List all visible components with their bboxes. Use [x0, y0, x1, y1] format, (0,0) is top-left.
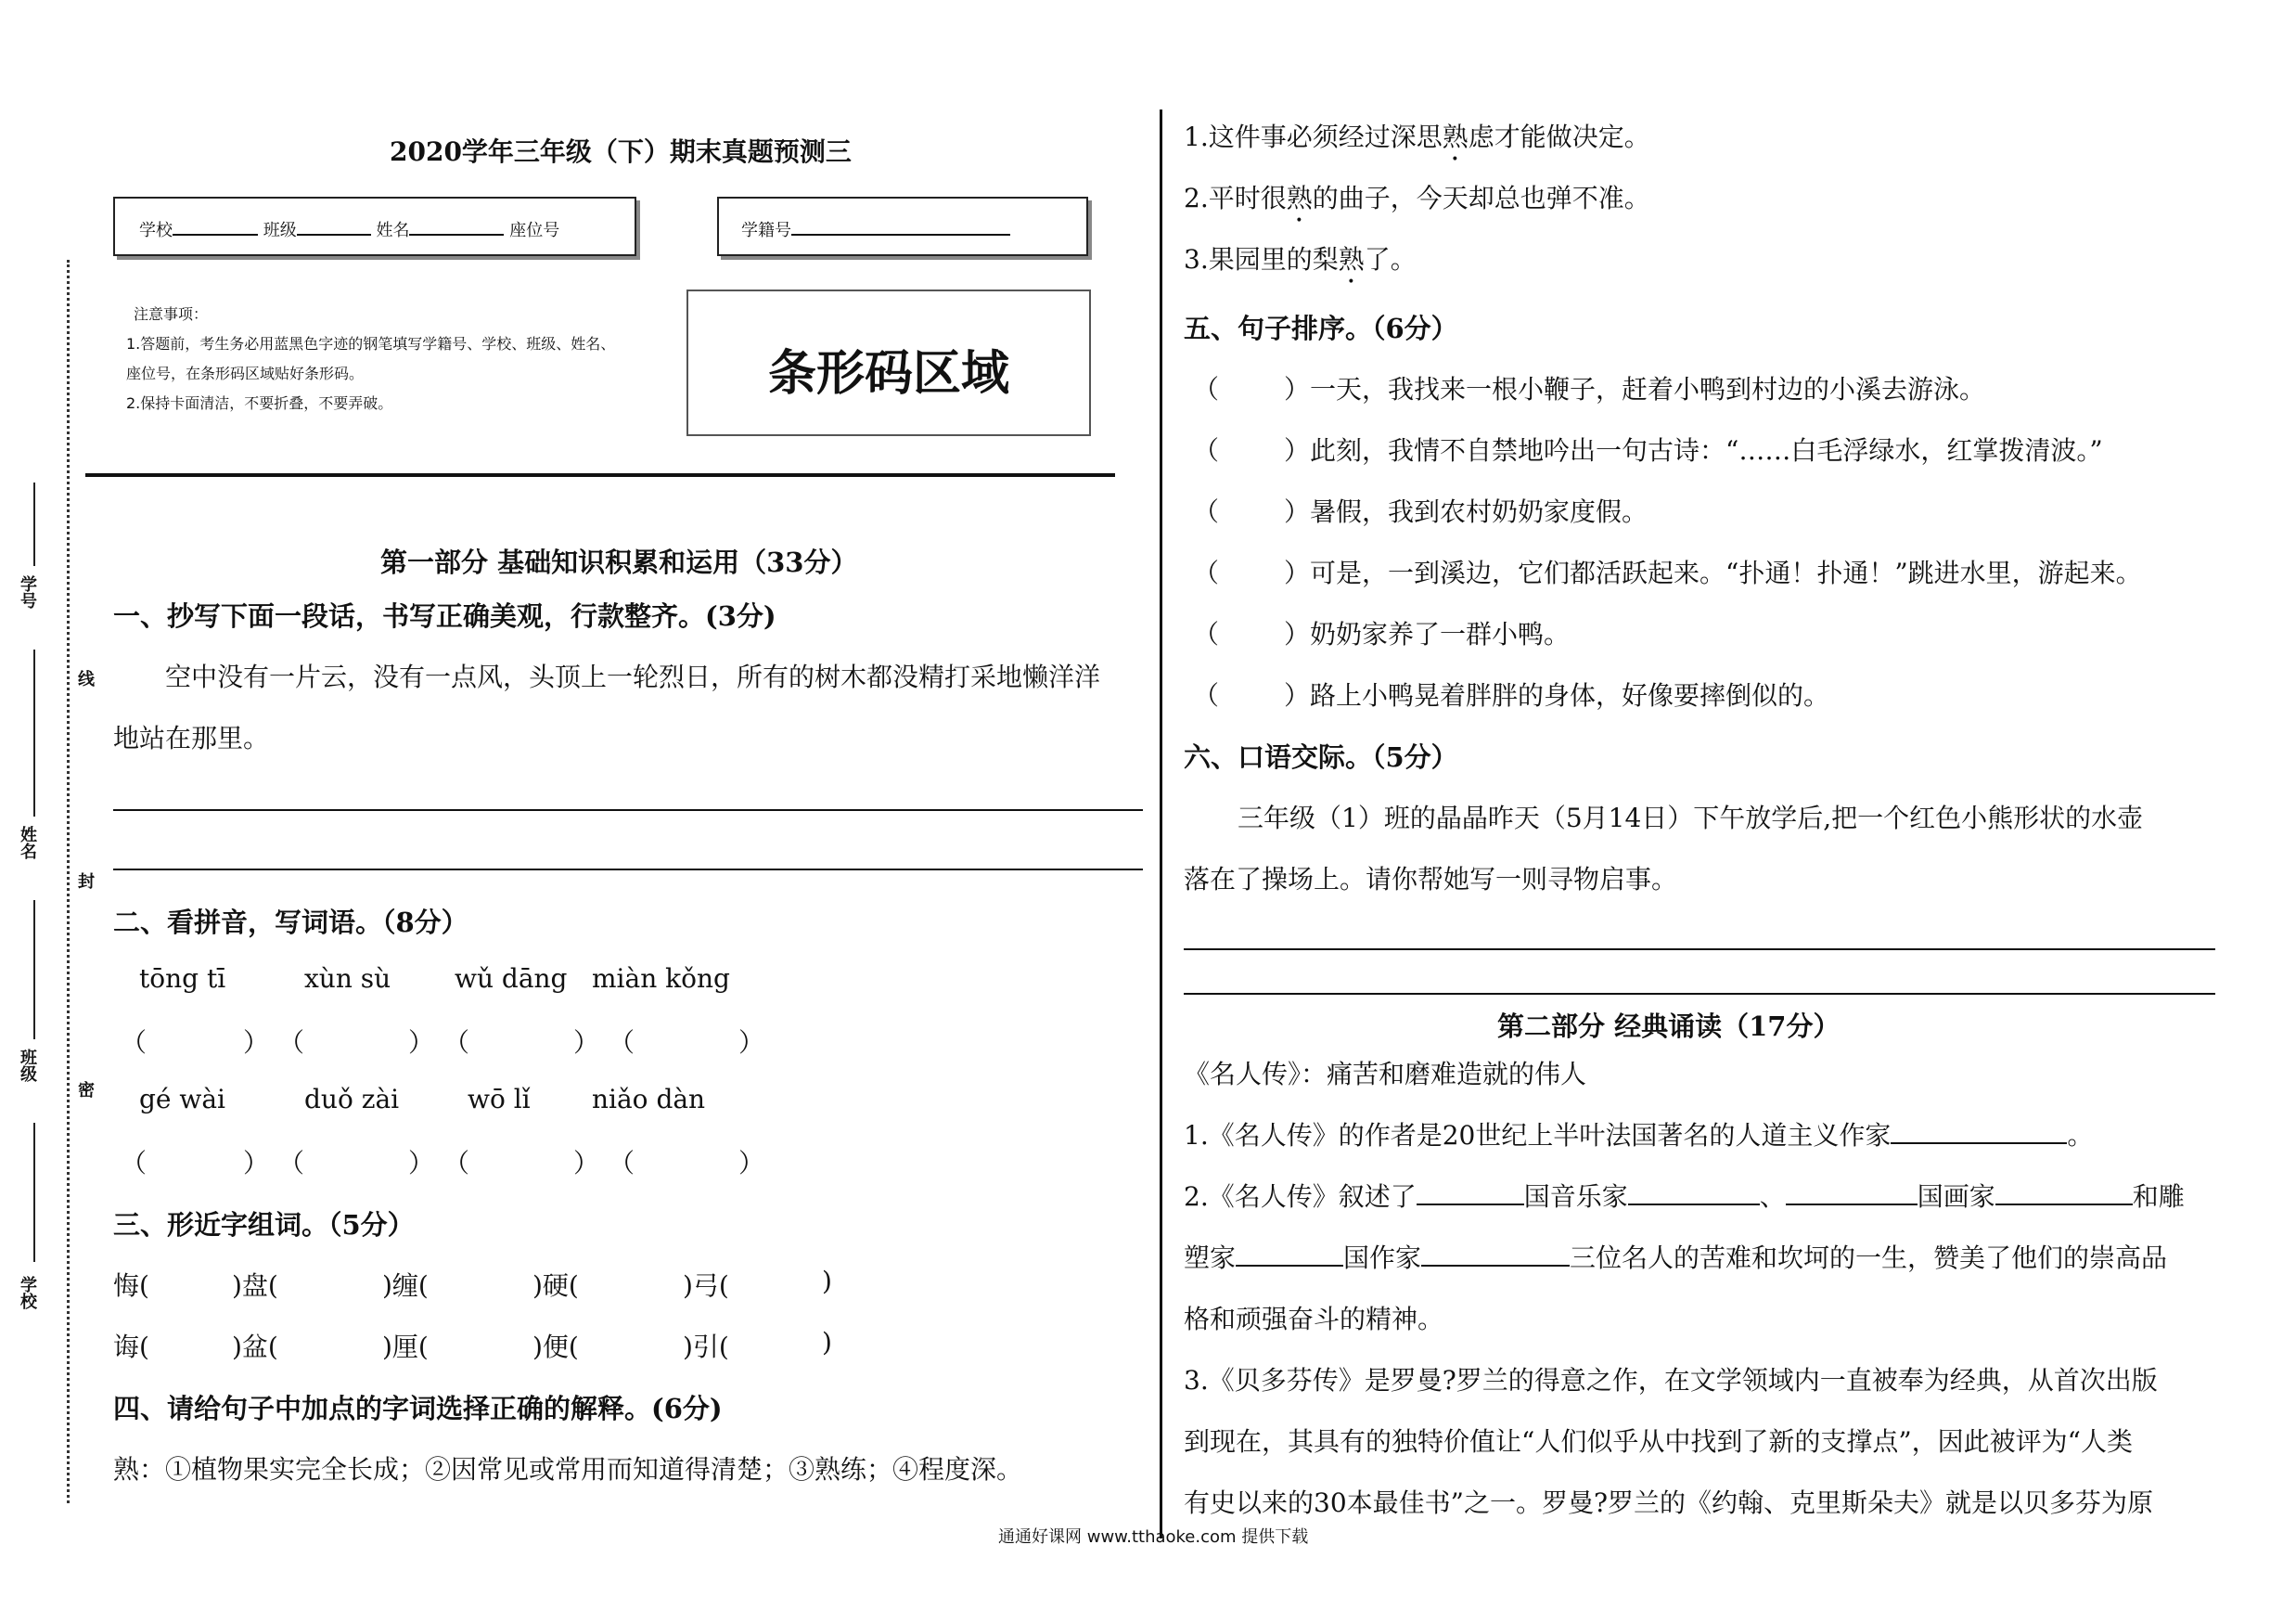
q6-line1: 三年级（1）班的晶晶昨天（5月14日）下午放学后,把一个红色小熊形状的水壶: [1238, 803, 2144, 833]
margin-label-xuehao: 学号: [18, 575, 37, 609]
notice-item1b: 座位号，在条形码区域贴好条形码。: [126, 365, 365, 382]
margin-label-feng: 封: [75, 872, 95, 889]
q3-row2-d: )便(: [532, 1332, 579, 1362]
paren-open: （: [609, 1148, 635, 1178]
q5-item-2: （ ）此刻，我情不自禁地吟出一句古诗：“……白毛浮绿水，红掌拨清波。”: [1193, 435, 2103, 466]
margin-label-xian: 线: [75, 670, 95, 687]
margin-blank-banji: [33, 900, 35, 1039]
margin-blank-xuexiao: [33, 1123, 35, 1262]
q1-answer-line1[interactable]: [113, 809, 1143, 811]
part2-q2-line2: 塑家 国作家 三位名人的苦难和坎坷的一生，赞美了他们的崇高品: [1184, 1242, 2168, 1273]
pinyin-6: duǒ zài: [304, 1084, 400, 1114]
pinyin-3: wǔ dāng: [455, 963, 568, 994]
q4-s1-after: 虑才能做决定。: [1468, 122, 1650, 152]
notice-item2: 2.保持卡面清洁，不要折叠，不要弄破。: [126, 394, 393, 412]
q4-s3-dotted-word: 熟: [1338, 244, 1365, 275]
q6-line2: 落在了操场上。请你帮她写一则寻物启事。: [1184, 864, 1678, 895]
q4-s3-before: 3.果园里的梨: [1184, 244, 1339, 275]
info-box: [113, 197, 636, 256]
q4-sentence-1: [1184, 117, 1650, 167]
page-title: 2020学年三年级（下）期末真题预测三: [390, 136, 852, 167]
q3-row1-b: )盘(: [232, 1270, 278, 1301]
header-divider: [85, 473, 1115, 477]
q3-row2-f: ): [822, 1327, 832, 1358]
part2-q1: 1.《名人传》的作者是20世纪上半叶法国著名的人道主义作家 。: [1184, 1120, 2094, 1151]
margin-blank-xingming: [33, 650, 35, 817]
margin-label-xuexiao: 学校: [18, 1276, 37, 1309]
paren-open: （: [443, 1148, 470, 1178]
student-id-label: 学籍号: [741, 221, 791, 240]
name-blank[interactable]: [409, 234, 504, 236]
part1-heading: 第一部分 基础知识积累和运用（33分）: [380, 547, 858, 578]
paren-open: （: [443, 1027, 470, 1058]
q2-blank-3[interactable]: [1786, 1204, 1918, 1205]
paren-open: （: [121, 1148, 148, 1178]
q4-sentence-3: [1184, 239, 1417, 290]
q3-row1-e: )弓(: [683, 1270, 729, 1301]
barcode-area: [686, 290, 1091, 436]
paren-close: ）: [573, 1027, 600, 1058]
part2-q3-line1: 3.《贝多芬传》是罗曼?罗兰的得意之作，在文学领域内一直被奉为经典，从首次出版: [1184, 1365, 2158, 1396]
q3-row1-c: )缠(: [382, 1270, 429, 1301]
pinyin-5: gé wài: [139, 1084, 226, 1114]
part2-q3-line3: 有史以来的30本最佳书”之一。罗曼?罗兰的《约翰、克里斯朵夫》就是以贝多芬为原: [1184, 1487, 2153, 1518]
paren-open: （: [609, 1027, 635, 1058]
q2-blank-2[interactable]: [1628, 1204, 1760, 1205]
column-divider: [1160, 109, 1162, 1538]
binding-dotted-line: [67, 260, 70, 1503]
q3-row2-a: 诲(: [113, 1332, 149, 1362]
q4-s2-dotted-word: 熟: [1286, 183, 1313, 213]
q6-answer-line2[interactable]: [1184, 993, 2215, 995]
margin-label-mi: 密: [75, 1081, 95, 1098]
q5-item-5: （ ）奶奶家养了一群小鸭。: [1193, 619, 1571, 650]
paren-close: ）: [243, 1027, 270, 1058]
margin-blank-xuehao: [33, 483, 35, 566]
q2-blank-6[interactable]: [1421, 1265, 1570, 1267]
q3-row2-c: )厘(: [382, 1332, 429, 1362]
student-id-box: [717, 197, 1088, 256]
q2-blank-1[interactable]: [1417, 1204, 1524, 1205]
q2-heading: 二、看拼音，写词语。（8分）: [113, 907, 468, 938]
part2-q2-line1: 2.《名人传》叙述了 国音乐家 、 国画家 和雕: [1184, 1181, 2185, 1212]
school-blank[interactable]: [173, 234, 258, 236]
q5-item-4: （ ）可是，一到溪边，它们都活跃起来。“扑通！扑通！”跳进水里，游起来。: [1193, 558, 2142, 588]
paren-close: ）: [243, 1148, 270, 1178]
pinyin-2: xùn sù: [304, 963, 391, 994]
school-label: 学校: [139, 221, 173, 240]
q4-s3-after: 了。: [1364, 244, 1417, 275]
q5-item-3: （ ）暑假，我到农村奶奶家度假。: [1193, 496, 1648, 527]
q2-blank-4[interactable]: [1995, 1204, 2133, 1205]
q3-row1-d: )硬(: [532, 1270, 579, 1301]
part2-book: 《名人传》：痛苦和磨难造就的伟人: [1184, 1059, 1587, 1089]
margin-label-banji: 班级: [18, 1049, 37, 1082]
paren-close: ）: [408, 1148, 435, 1178]
pinyin-7: wō lǐ: [468, 1084, 531, 1114]
barcode-label: 条形码区域: [767, 346, 1009, 402]
paren-close: ）: [738, 1027, 765, 1058]
q4-s2-before: 2.平时很: [1184, 183, 1287, 213]
paren-open: （: [278, 1027, 305, 1058]
q3-heading: 三、形近字组词。（5分）: [113, 1209, 415, 1241]
notice-item1a: 1.答题前，考生务必用蓝黑色字迹的钢笔填写学籍号、学校、班级、姓名、: [126, 335, 616, 353]
student-id-blank[interactable]: [791, 234, 1010, 236]
q1-author-blank[interactable]: [1891, 1142, 2067, 1144]
paren-open: （: [278, 1148, 305, 1178]
part2-heading: 第二部分 经典诵读（17分）: [1497, 1011, 1841, 1042]
q1-line2: 地站在那里。: [113, 723, 270, 753]
class-blank[interactable]: [297, 234, 371, 236]
q4-s2-after: 的曲子，今天却总也弹不准。: [1312, 183, 1650, 213]
pinyin-8: niǎo dàn: [592, 1084, 706, 1114]
q3-row1-a: 悔(: [113, 1270, 149, 1301]
q6-heading: 六、口语交际。（5分）: [1184, 741, 1458, 773]
paren-close: ）: [573, 1148, 600, 1178]
q2-blank-5[interactable]: [1236, 1265, 1343, 1267]
q5-heading: 五、句子排序。（6分）: [1184, 313, 1458, 344]
q6-answer-line1[interactable]: [1184, 948, 2215, 950]
seat-label: 座位号: [509, 221, 560, 240]
q4-heading: 四、请给句子中加点的字词选择正确的解释。(6分): [113, 1393, 723, 1424]
q4-sentence-2: [1184, 178, 1650, 228]
part2-q2-line3: 格和顽强奋斗的精神。: [1184, 1304, 1444, 1334]
q4-s1-dotted-word: 熟: [1442, 122, 1469, 152]
q3-row1-f: ): [822, 1266, 832, 1296]
q5-item-1: （ ）一天，我找来一根小鞭子，赶着小鸭到村边的小溪去游泳。: [1193, 374, 1986, 405]
part2-q3-line2: 到现在，其具有的独特价值让“人们似乎从中找到了新的支撑点”，因此被评为“人类: [1184, 1426, 2133, 1457]
margin-label-xingming: 姓名: [18, 826, 37, 859]
q4-definitions: 熟：①植物果实完全长成；②因常见或常用而知道得清楚；③熟练；④程度深。: [113, 1454, 1023, 1485]
class-label: 班级: [263, 221, 297, 240]
q1-line1: 空中没有一片云，没有一点风，头顶上一轮烈日，所有的树木都没精打采地懒洋洋: [165, 662, 1101, 692]
name-label: 姓名: [376, 221, 410, 240]
q3-row2-e: )引(: [683, 1332, 729, 1362]
paren-close: ）: [408, 1027, 435, 1058]
notice-heading: 注意事项：: [134, 305, 209, 323]
q4-s1-before: 1.这件事必须经过深思: [1184, 122, 1443, 152]
q1-answer-line2[interactable]: [113, 869, 1143, 870]
paren-open: （: [121, 1027, 148, 1058]
footer-credit: 通通好课网 www.tthaoke.com 提供下载: [998, 1527, 1309, 1547]
pinyin-4: miàn kǒng: [592, 963, 730, 994]
q1-heading: 一、抄写下面一段话，书写正确美观，行款整齐。(3分): [113, 600, 776, 632]
q5-item-6: （ ）路上小鸭晃着胖胖的身体，好像要摔倒似的。: [1193, 680, 1830, 711]
pinyin-1: tōng tī: [139, 963, 226, 994]
q3-row2-b: )盆(: [232, 1332, 278, 1362]
paren-close: ）: [738, 1148, 765, 1178]
